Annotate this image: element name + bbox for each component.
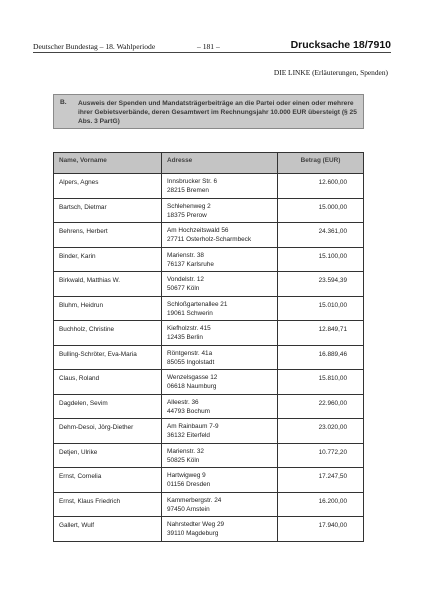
- address-block: [162, 419, 277, 440]
- donation-amount: 16.889,46: [318, 350, 347, 358]
- cell-address: [162, 419, 278, 444]
- donation-amount: 15.000,00: [318, 203, 347, 211]
- cell-name: [54, 272, 162, 297]
- cell-amount: [278, 345, 364, 370]
- cell-amount: [278, 296, 364, 321]
- cell-amount: [278, 517, 364, 542]
- header-rule: [33, 52, 391, 53]
- address-street: Alleestr. 36: [167, 398, 199, 406]
- table-row: [54, 296, 364, 321]
- cell-amount: [278, 419, 364, 444]
- section-heading-box: [53, 94, 364, 129]
- page-number: – 181 –: [197, 42, 220, 51]
- address-block: [162, 395, 277, 416]
- cell-name: [54, 492, 162, 517]
- cell-address: [162, 321, 278, 346]
- cell-name: [54, 419, 162, 444]
- address-street: Innsbrucker Str. 6: [167, 178, 218, 185]
- donation-amount: 10.772,20: [318, 448, 347, 456]
- donor-name: Binder, Karin: [59, 252, 96, 260]
- cell-amount: [278, 174, 364, 199]
- address-block: [162, 517, 277, 538]
- table-row: [54, 198, 364, 223]
- donor-name: Ernst, Cornelia: [59, 473, 102, 480]
- cell-name: [54, 517, 162, 542]
- address-street: Am Hochzeitswald 56: [167, 227, 229, 234]
- donation-amount: 12.849,71: [318, 326, 347, 333]
- cell-name: [54, 468, 162, 493]
- donor-name: Dagdelen, Sevim: [59, 399, 108, 407]
- table-row: [54, 345, 364, 370]
- table-row: [54, 247, 364, 272]
- cell-name: [54, 174, 162, 199]
- address-city: 50825 Köln: [167, 456, 200, 464]
- cell-name: [54, 247, 162, 272]
- drucksache-label: [291, 39, 391, 51]
- section-subtitle: DIE LINKE (Erläuterungen, Spenden): [273, 68, 388, 77]
- donation-amount: 24.361,00: [318, 228, 347, 235]
- cell-amount: [278, 394, 364, 419]
- address-city: 85055 Ingolstadt: [167, 358, 215, 366]
- cell-address: [162, 296, 278, 321]
- donation-amount: 15.010,00: [318, 301, 347, 309]
- column-header-address-text: Adresse: [167, 157, 193, 164]
- address-street: Schloßgartenallee 21: [167, 300, 228, 308]
- address-block: [162, 272, 277, 293]
- donor-name: Birkwald, Matthias W.: [59, 277, 121, 284]
- table-row: [54, 517, 364, 542]
- address-city: 01156 Dresden: [167, 481, 211, 488]
- cell-address: [162, 345, 278, 370]
- donation-amount: 23.020,00: [318, 424, 347, 431]
- column-header-address: [162, 153, 278, 174]
- address-street: Röntgenstr. 41a: [167, 349, 213, 357]
- donation-amount: 17.940,00: [318, 522, 347, 529]
- donor-name: Gallert, Wulf: [59, 522, 95, 529]
- address-block: [162, 346, 277, 367]
- column-header-amount: [278, 153, 364, 174]
- cell-address: [162, 394, 278, 419]
- table-row: [54, 223, 364, 248]
- address-city: 27711 Osterholz-Scharmbeck: [167, 236, 252, 243]
- cell-address: [162, 198, 278, 223]
- address-city: 18375 Prerow: [167, 211, 207, 219]
- donation-amount: 16.200,00: [318, 497, 347, 505]
- column-header-name-text: Name, Vorname: [59, 157, 107, 164]
- cell-address: [162, 443, 278, 468]
- column-header-name: [54, 153, 162, 174]
- address-street: Marienstr. 32: [167, 447, 204, 455]
- address-street: Nahrstedter Weg 29: [167, 521, 225, 528]
- cell-address: [162, 492, 278, 517]
- table-body: [54, 174, 364, 542]
- cell-amount: [278, 443, 364, 468]
- cell-address: [162, 517, 278, 542]
- address-block: [162, 370, 277, 391]
- cell-name: [54, 443, 162, 468]
- donation-amount: 17.247,50: [318, 473, 347, 480]
- address-city: 06618 Naumburg: [167, 383, 217, 390]
- cell-amount: [278, 272, 364, 297]
- column-header-amount-text: Betrag (EUR): [300, 157, 341, 164]
- section-letter: B.: [60, 99, 67, 106]
- table-row: [54, 419, 364, 444]
- address-street: Schlehenweg 2: [167, 202, 211, 210]
- table-header-row: [54, 153, 364, 174]
- donor-name: Buchholz, Christine: [59, 326, 115, 333]
- table-row: [54, 370, 364, 395]
- cell-amount: [278, 492, 364, 517]
- address-block: [162, 223, 277, 244]
- address-city: 36132 Eiterfeld: [167, 432, 210, 439]
- cell-address: [162, 370, 278, 395]
- cell-name: [54, 223, 162, 248]
- cell-name: [54, 345, 162, 370]
- table-row: [54, 272, 364, 297]
- cell-name: [54, 321, 162, 346]
- address-block: [162, 321, 277, 342]
- address-street: Marienstr. 38: [167, 251, 204, 259]
- table-row: [54, 492, 364, 517]
- address-city: 12435 Berlin: [167, 334, 203, 341]
- cell-amount: [278, 247, 364, 272]
- donor-name: Bluhm, Heidrun: [59, 301, 104, 309]
- cell-name: [54, 370, 162, 395]
- donation-amount: 15.810,00: [318, 375, 347, 382]
- address-street: Hartwigweg 9: [167, 472, 206, 479]
- address-city: 50677 Köln: [167, 285, 200, 292]
- header-left: Deutscher Bundestag – 18. Wahlperiode: [33, 42, 156, 51]
- address-block: [162, 248, 277, 269]
- address-city: 39110 Magdeburg: [167, 530, 219, 537]
- address-city: 76137 Karlsruhe: [167, 260, 214, 268]
- address-street: Kiefholzstr. 415: [167, 325, 211, 332]
- cell-amount: [278, 198, 364, 223]
- cell-amount: [278, 321, 364, 346]
- donor-name: Bartsch, Dietmar: [59, 203, 107, 211]
- donor-name: Detjen, Ulrike: [59, 448, 98, 456]
- donation-amount: 22.960,00: [318, 399, 347, 407]
- cell-address: [162, 247, 278, 272]
- address-city: 19061 Schwerin: [167, 309, 213, 317]
- address-block: [162, 199, 277, 220]
- address-block: [162, 493, 277, 514]
- section-heading-text: Ausweis der Spenden und Mandatsträgerbeiträge an die Partei oder einen oder mehrere ihrer Gebietsverbände, deren Gesamtwert im Rechnungsjahr 10.000 EUR übersteigt (§ 25 Abs. 3 PartG): [78, 100, 357, 125]
- address-city: 44793 Bochum: [167, 407, 210, 415]
- address-street: Am Rainbaum 7-9: [167, 423, 219, 430]
- address-street: Kammerbergstr. 24: [167, 496, 222, 504]
- address-block: [162, 444, 277, 465]
- donation-amount: 23.594,39: [318, 277, 347, 284]
- address-street: Vondelstr. 12: [167, 276, 204, 283]
- cell-name: [54, 296, 162, 321]
- donations-table: [53, 152, 364, 542]
- donor-name: Claus, Roland: [59, 375, 100, 382]
- donor-name: Dehm-Desoi, Jörg-Diether: [59, 424, 134, 431]
- cell-address: [162, 468, 278, 493]
- table-row: [54, 394, 364, 419]
- table-row: [54, 174, 364, 199]
- address-city: 97450 Arnstein: [167, 505, 210, 513]
- table-row: [54, 468, 364, 493]
- cell-address: [162, 272, 278, 297]
- address-block: [162, 174, 277, 195]
- donation-amount: 15.100,00: [318, 252, 347, 260]
- donation-amount: 12.600,00: [318, 179, 347, 186]
- donor-name: Behrens, Herbert: [59, 228, 108, 235]
- donor-name: Alpers, Agnes: [59, 179, 99, 186]
- cell-amount: [278, 223, 364, 248]
- drucksache-prefix: Drucksache 18/: [290, 39, 368, 51]
- address-city: 28215 Bremen: [167, 187, 209, 194]
- cell-amount: [278, 468, 364, 493]
- address-block: [162, 468, 277, 489]
- cell-address: [162, 223, 278, 248]
- table-row: [54, 443, 364, 468]
- address-block: [162, 297, 277, 318]
- cell-name: [54, 394, 162, 419]
- table-row: [54, 321, 364, 346]
- donor-name: Bulling-Schröter, Eva-Maria: [59, 350, 137, 358]
- cell-name: [54, 198, 162, 223]
- cell-amount: [278, 370, 364, 395]
- cell-address: [162, 174, 278, 199]
- drucksache-number: 7910: [367, 39, 391, 51]
- address-street: Wenzelsgasse 12: [167, 374, 218, 381]
- donor-name: Ernst, Klaus Friedrich: [59, 497, 121, 505]
